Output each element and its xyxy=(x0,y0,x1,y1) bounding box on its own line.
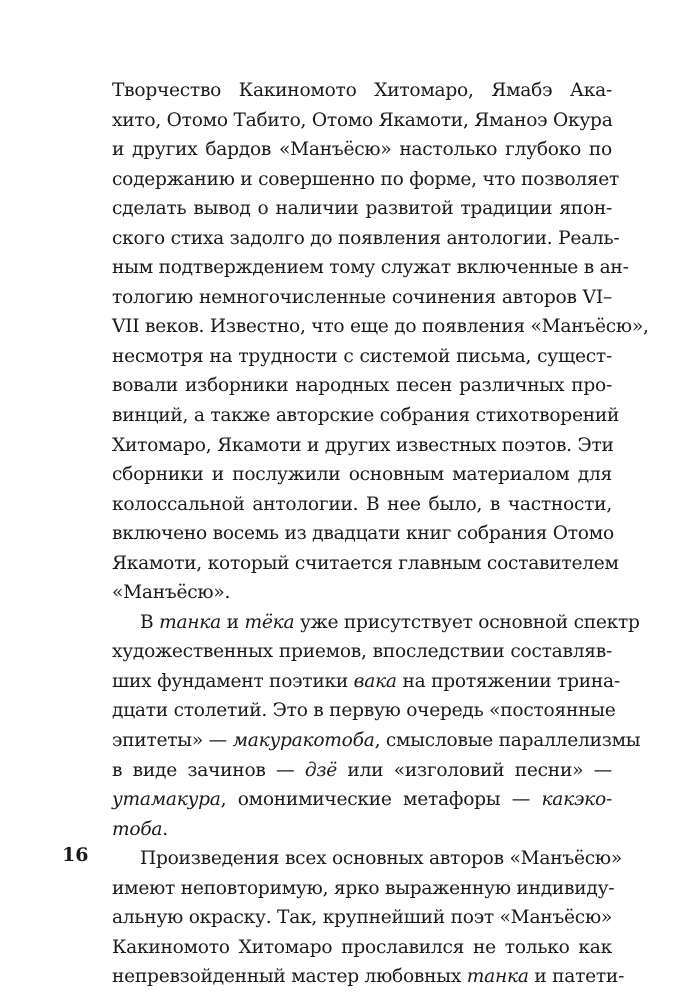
text-run: сделать вывод о наличии развитой традиции япон- xyxy=(112,198,612,220)
text-run: содержанию и совершенно по форме, что позволяет xyxy=(112,168,620,190)
text-line xyxy=(112,519,612,549)
text-line xyxy=(112,785,612,815)
italic-term: вака xyxy=(353,670,397,692)
text-run: и других бардов «Манъёсю» настолько глубоко по xyxy=(112,139,612,161)
text-line xyxy=(112,549,619,579)
text-run: , омонимические метафоры — xyxy=(220,789,542,811)
text-run: колоссальной антологии. В нее было, в частности, xyxy=(112,493,612,515)
text-line xyxy=(112,401,620,431)
italic-term: утамакура xyxy=(112,789,221,811)
text-run: и xyxy=(220,611,245,633)
text-line xyxy=(112,253,629,283)
text-run: Хитомаро, Якамоти и других известных поэтов. Эти xyxy=(112,434,614,456)
text-line xyxy=(112,578,612,608)
text-line xyxy=(112,431,612,461)
text-run: «Манъёсю». xyxy=(112,582,231,604)
text-run: в виде зачинов — xyxy=(112,759,305,781)
text-run: VII веков. Известно, что еще до появления «Манъёсю», xyxy=(112,316,649,338)
italic-term: тёка xyxy=(244,611,295,633)
text-line xyxy=(112,815,612,845)
text-line xyxy=(112,312,649,342)
text-run: художественных приемов, впоследствии составляв- xyxy=(112,641,612,663)
text-run: или «изголовий песни» — xyxy=(337,759,612,781)
text-run: дцати столетий. Это в первую очередь «постоянные xyxy=(112,700,616,722)
text-line xyxy=(112,726,641,756)
italic-term: какэко- xyxy=(541,789,612,811)
text-run: включено восемь из двадцати книг собрания Отомо xyxy=(112,523,614,545)
text-line xyxy=(112,637,612,667)
text-line xyxy=(112,608,640,638)
body-text xyxy=(112,76,649,992)
text-line xyxy=(112,933,612,963)
text-line xyxy=(112,874,615,904)
page-number: 16 xyxy=(62,844,89,866)
text-run: винций, а также авторские собрания стихотворений xyxy=(112,405,620,427)
text-line xyxy=(112,76,612,106)
italic-term: дзё xyxy=(304,759,337,781)
text-run: уже присутствует основной спектр xyxy=(294,611,640,633)
text-line xyxy=(112,283,612,313)
text-line xyxy=(112,371,612,401)
text-run: тологию немногочисленные сочинения авторов VI– xyxy=(112,286,612,308)
text-run: имеют неповторимую, ярко выраженную индивиду- xyxy=(112,877,615,899)
text-line xyxy=(112,490,612,520)
text-line xyxy=(112,460,612,490)
text-run: . xyxy=(162,818,168,840)
text-run: Произведения всех основных авторов «Манъёсю» xyxy=(140,848,622,870)
text-run: сборники и послужили основным материалом для xyxy=(112,464,612,486)
text-line xyxy=(112,135,612,165)
text-run: ным подтверждением тому служат включенные в ан- xyxy=(112,257,629,279)
text-line xyxy=(112,165,620,195)
text-run: несмотря на трудности с системой письма, сущест- xyxy=(112,345,612,367)
text-run: альную окраску. Так, крупнейший поэт «Манъёсю» xyxy=(112,907,613,929)
text-line xyxy=(112,903,612,933)
italic-term: макуракотоба xyxy=(232,730,375,752)
text-run: Якамоти, который считается главным составителем xyxy=(112,552,619,574)
text-run: эпитеты» — xyxy=(112,730,233,752)
text-line xyxy=(112,844,622,874)
text-line xyxy=(112,106,612,136)
italic-term: тоба xyxy=(112,818,163,840)
text-run: непревзойденный мастер любовных xyxy=(112,966,467,988)
text-run: , смысловые параллелизмы xyxy=(374,730,641,752)
text-run: Какиномото Хитомаро прославился не только как xyxy=(112,936,612,958)
italic-term: танка xyxy=(466,966,529,988)
text-run: ского стиха задолго до появления антологии. Реаль- xyxy=(112,227,620,249)
text-line xyxy=(112,224,620,254)
text-line xyxy=(112,667,620,697)
text-run: Творчество Какиномото Хитомаро, Ямабэ Ака- xyxy=(112,80,612,101)
italic-term: танка xyxy=(159,611,221,633)
text-run: ших фундамент поэтики xyxy=(112,670,354,692)
text-run: на протяжении трина- xyxy=(396,670,620,692)
text-run: и патети- xyxy=(528,966,625,988)
text-line xyxy=(112,962,625,992)
text-run: В xyxy=(140,611,160,633)
text-line xyxy=(112,756,612,786)
text-line xyxy=(112,342,612,372)
text-line xyxy=(112,696,616,726)
text-line xyxy=(112,194,612,224)
text-run: хито, Отомо Табито, Отомо Якамоти, Яманоэ Окура xyxy=(112,109,613,131)
text-run: вовали изборники народных песен различных про- xyxy=(112,375,612,397)
